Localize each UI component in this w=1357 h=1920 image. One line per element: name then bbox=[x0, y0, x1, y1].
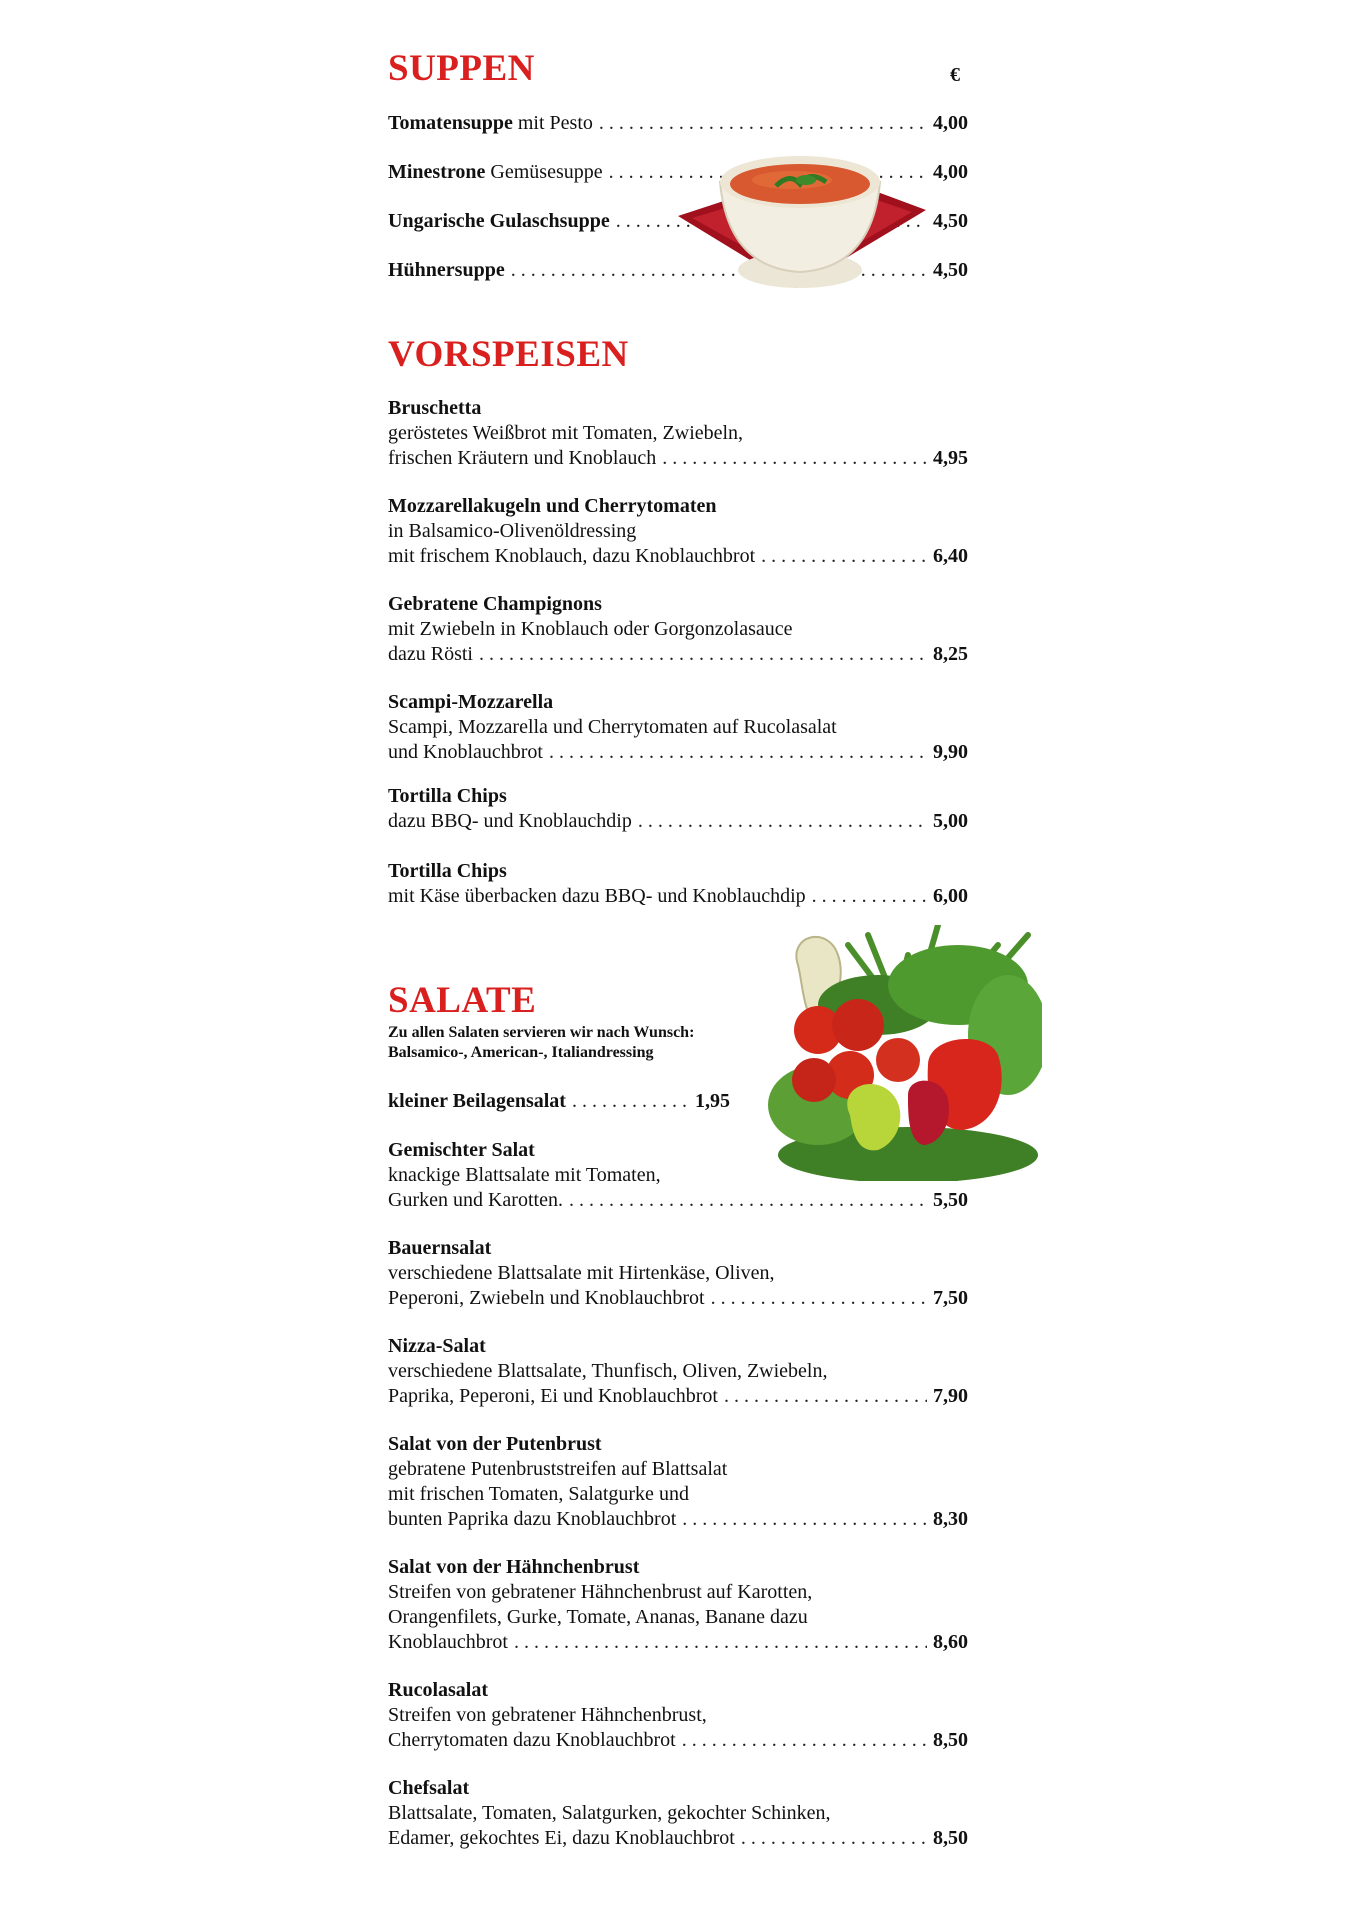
dot-leader bbox=[812, 884, 927, 909]
item-name: kleiner Beilagensalat bbox=[388, 1090, 566, 1112]
item-description: Scampi, Mozzarella und Cherrytomaten auf Rucolasalat bbox=[388, 716, 837, 738]
item-price: 6,00 bbox=[933, 885, 968, 907]
item-description: Streifen von gebratener Hähnchenbrust, bbox=[388, 1704, 707, 1726]
item-name: Scampi-Mozzarella bbox=[388, 691, 554, 713]
dot-leader bbox=[638, 809, 927, 834]
item-description: geröstetes Weißbrot mit Tomaten, Zwiebeln, bbox=[388, 422, 744, 444]
tomato-soup-bowl-image bbox=[668, 118, 936, 314]
item-price: 5,50 bbox=[933, 1189, 968, 1211]
menu-item-row bbox=[388, 446, 968, 471]
dot-leader bbox=[682, 1728, 927, 1753]
item-name: Salat von der Putenbrust bbox=[388, 1433, 602, 1455]
item-name: Nizza-Salat bbox=[388, 1335, 486, 1357]
item-description: Streifen von gebratener Hähnchenbrust auf Karotten, bbox=[388, 1581, 813, 1603]
item-price: 4,50 bbox=[933, 259, 968, 281]
item-name: Rucolasalat bbox=[388, 1679, 488, 1701]
item-description: Cherrytomaten dazu Knoblauchbrot bbox=[388, 1729, 676, 1751]
menu-item-row bbox=[388, 1728, 968, 1753]
dot-leader bbox=[761, 544, 927, 569]
menu-item-row bbox=[388, 1286, 968, 1311]
item-description: bunten Paprika dazu Knoblauchbrot bbox=[388, 1508, 677, 1530]
section-title-vorspeisen: VORSPEISEN bbox=[388, 334, 629, 375]
menu-item-row bbox=[388, 1826, 968, 1851]
dot-leader bbox=[711, 1286, 927, 1311]
item-description: Paprika, Peperoni, Ei und Knoblauchbrot bbox=[388, 1385, 718, 1407]
item-description: knackige Blattsalate mit Tomaten, bbox=[388, 1164, 661, 1186]
menu-item-row bbox=[388, 884, 968, 909]
item-price: 6,40 bbox=[933, 545, 968, 567]
item-name: Tomatensuppe bbox=[388, 112, 513, 134]
menu-item-row bbox=[388, 1384, 968, 1409]
section-title-salate: SALATE bbox=[388, 980, 537, 1021]
item-name: Salat von der Hähnchenbrust bbox=[388, 1556, 640, 1578]
dot-leader bbox=[724, 1384, 927, 1409]
menu-item-row bbox=[388, 1507, 968, 1532]
item-price: 4,00 bbox=[933, 112, 968, 134]
menu-item-row bbox=[388, 544, 968, 569]
item-name: Gebratene Champignons bbox=[388, 593, 602, 615]
item-name: Minestrone bbox=[388, 161, 486, 183]
item-description: verschiedene Blattsalate mit Hirtenkäse, Oliven, bbox=[388, 1262, 775, 1284]
item-name: Bauernsalat bbox=[388, 1237, 492, 1259]
item-price: 8,25 bbox=[933, 643, 968, 665]
item-name: Tortilla Chips bbox=[388, 860, 507, 882]
item-description: mit Käse überbacken dazu BBQ- und Knoblauchdip bbox=[388, 885, 806, 907]
item-description: frischen Kräutern und Knoblauch bbox=[388, 447, 657, 469]
item-description: gebratene Putenbruststreifen auf Blattsalat bbox=[388, 1458, 728, 1480]
section-title-suppen: SUPPEN bbox=[388, 48, 535, 89]
item-description: mit frischen Tomaten, Salatgurke und bbox=[388, 1483, 689, 1505]
item-price: 4,00 bbox=[933, 161, 968, 183]
menu-item-row bbox=[388, 740, 968, 765]
item-price: 7,50 bbox=[933, 1287, 968, 1309]
menu-item-row bbox=[388, 1188, 968, 1213]
vegetables-herbs-image bbox=[758, 925, 1042, 1181]
menu-item-row bbox=[388, 809, 968, 834]
item-description: mit frischem Knoblauch, dazu Knoblauchbrot bbox=[388, 545, 756, 567]
item-price: 9,90 bbox=[933, 741, 968, 763]
item-suffix: mit Pesto bbox=[512, 112, 593, 134]
item-suffix: Gemüsesuppe bbox=[485, 161, 603, 183]
item-price: 8,50 bbox=[933, 1827, 968, 1849]
item-description: und Knoblauchbrot bbox=[388, 741, 543, 763]
item-description: Edamer, gekochtes Ei, dazu Knoblauchbrot bbox=[388, 1827, 735, 1849]
item-description: Gurken und Karotten. bbox=[388, 1189, 563, 1211]
item-name: Tortilla Chips bbox=[388, 785, 507, 807]
item-price: 1,95 bbox=[695, 1090, 730, 1112]
dot-leader bbox=[549, 740, 927, 765]
item-description: Blattsalate, Tomaten, Salatgurken, gekochter Schinken, bbox=[388, 1802, 831, 1824]
currency-symbol: € bbox=[950, 64, 960, 86]
item-price: 5,00 bbox=[933, 810, 968, 832]
item-name: Mozzarellakugeln und Cherrytomaten bbox=[388, 495, 717, 517]
item-name: Chefsalat bbox=[388, 1777, 470, 1799]
menu-item-row bbox=[388, 1630, 968, 1655]
item-price: 8,60 bbox=[933, 1631, 968, 1653]
item-name: Gemischter Salat bbox=[388, 1139, 535, 1161]
dressing-note: Zu allen Salaten servieren wir nach Wunsch: bbox=[388, 1024, 695, 1041]
item-description: Knoblauchbrot bbox=[388, 1631, 508, 1653]
dot-leader bbox=[741, 1826, 927, 1851]
item-description: verschiedene Blattsalate, Thunfisch, Oliven, Zwiebeln, bbox=[388, 1360, 828, 1382]
item-name: Hühnersuppe bbox=[388, 259, 505, 281]
item-price: 4,50 bbox=[933, 210, 968, 232]
item-description: dazu Rösti bbox=[388, 643, 473, 665]
item-description: mit Zwiebeln in Knoblauch oder Gorgonzolasauce bbox=[388, 618, 793, 640]
item-name: Ungarische Gulaschsuppe bbox=[388, 210, 610, 232]
dot-leader bbox=[569, 1188, 927, 1213]
menu-item-row bbox=[388, 1089, 730, 1114]
item-price: 4,95 bbox=[933, 447, 968, 469]
dot-leader bbox=[479, 642, 927, 667]
item-price: 8,50 bbox=[933, 1729, 968, 1751]
item-description: in Balsamico-Olivenöldressing bbox=[388, 520, 637, 542]
dot-leader bbox=[572, 1089, 689, 1114]
item-description: dazu BBQ- und Knoblauchdip bbox=[388, 810, 632, 832]
item-price: 8,30 bbox=[933, 1508, 968, 1530]
item-description: Peperoni, Zwiebeln und Knoblauchbrot bbox=[388, 1287, 705, 1309]
menu-item-row bbox=[388, 642, 968, 667]
item-description: Orangenfilets, Gurke, Tomate, Ananas, Banane dazu bbox=[388, 1606, 808, 1628]
dot-leader bbox=[662, 446, 927, 471]
dot-leader bbox=[514, 1630, 927, 1655]
item-name: Bruschetta bbox=[388, 397, 482, 419]
dot-leader bbox=[682, 1507, 927, 1532]
dressing-note: Balsamico-, American-, Italiandressing bbox=[388, 1044, 654, 1061]
item-price: 7,90 bbox=[933, 1385, 968, 1407]
